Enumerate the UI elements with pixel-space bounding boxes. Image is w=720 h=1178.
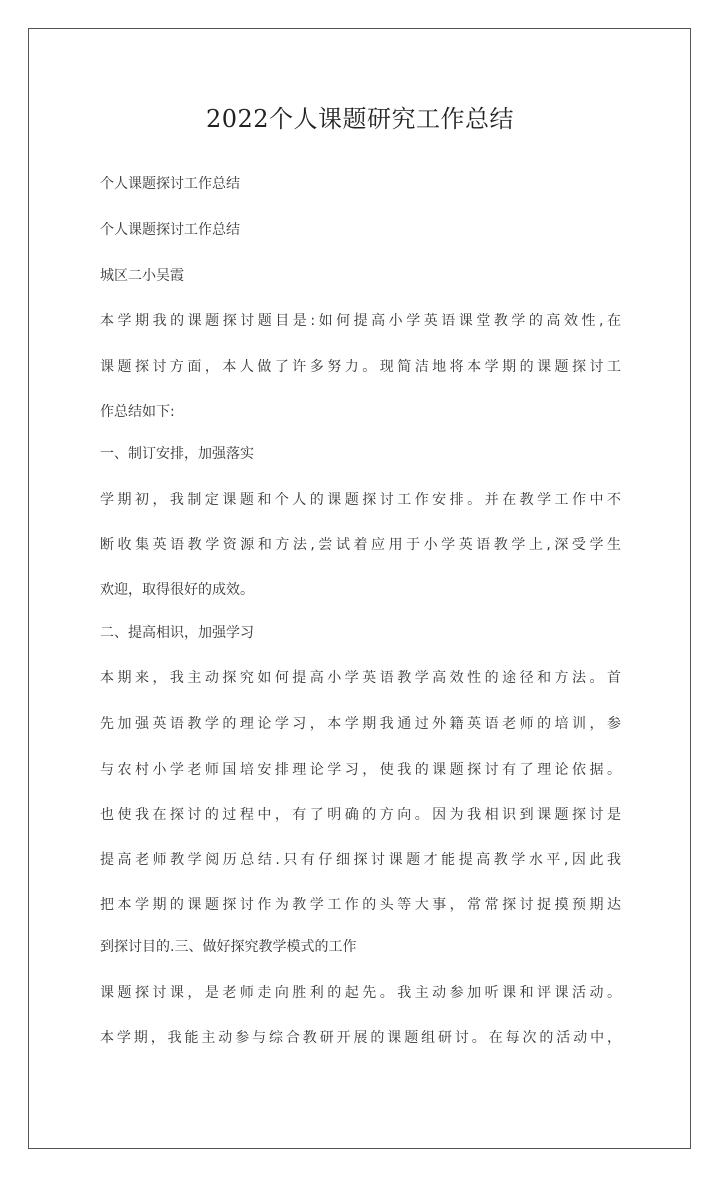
paragraph-line: 与农村小学老师国培安排理论学习，使我的课题探讨有了理论依据。 [100, 762, 621, 778]
paragraph-line: 到探讨目的.三、做好探究教学模式的工作 [100, 939, 357, 955]
paragraph-line: 欢迎，取得很好的成效。 [100, 582, 254, 598]
paragraph-line: 本学期我的课题探讨题目是:如何提高小学英语课堂教学的高效性,在 [100, 313, 621, 329]
paragraph-line: 课题探讨方面，本人做了许多努力。现简洁地将本学期的课题探讨工 [100, 359, 621, 375]
paragraph-line: 断收集英语教学资源和方法,尝试着应用于小学英语教学上,深受学生 [100, 537, 621, 553]
paragraph-line: 作总结如下: [100, 404, 175, 420]
document-title: 2022个人课题研究工作总结 [205, 105, 515, 133]
paragraph-line: 先加强英语教学的理论学习，本学期我通过外籍英语老师的培训，参 [100, 716, 621, 732]
paragraph-line: 课题探讨课，是老师走向胜利的起先。我主动参加听课和评课活动。 [100, 985, 621, 1001]
paragraph-line: 本期来，我主动探究如何提高小学英语教学高效性的途径和方法。首 [100, 670, 621, 686]
section-heading: 一、制订安排，加强落实 [100, 446, 254, 462]
paragraph-line: 把本学期的课题探讨作为教学工作的头等大事，常常探讨捉摸预期达 [100, 897, 621, 913]
paragraph-line: 本学期，我能主动参与综合教研开展的课题组研讨。在每次的活动中， [100, 1030, 621, 1046]
paragraph-line: 提高老师教学阅历总结.只有仔细探讨课题才能提高教学水平,因此我 [100, 852, 621, 868]
paragraph-line: 个人课题探讨工作总结 [100, 222, 240, 238]
paragraph-line: 个人课题探讨工作总结 [100, 176, 240, 192]
section-heading: 二、提高相识，加强学习 [100, 625, 254, 641]
paragraph-line: 学期初，我制定课题和个人的课题探讨工作安排。并在教学工作中不 [100, 492, 621, 508]
paragraph-line: 城区二小吴霞 [100, 268, 184, 284]
paragraph-line: 也使我在探讨的过程中，有了明确的方向。因为我相识到课题探讨是 [100, 807, 621, 823]
